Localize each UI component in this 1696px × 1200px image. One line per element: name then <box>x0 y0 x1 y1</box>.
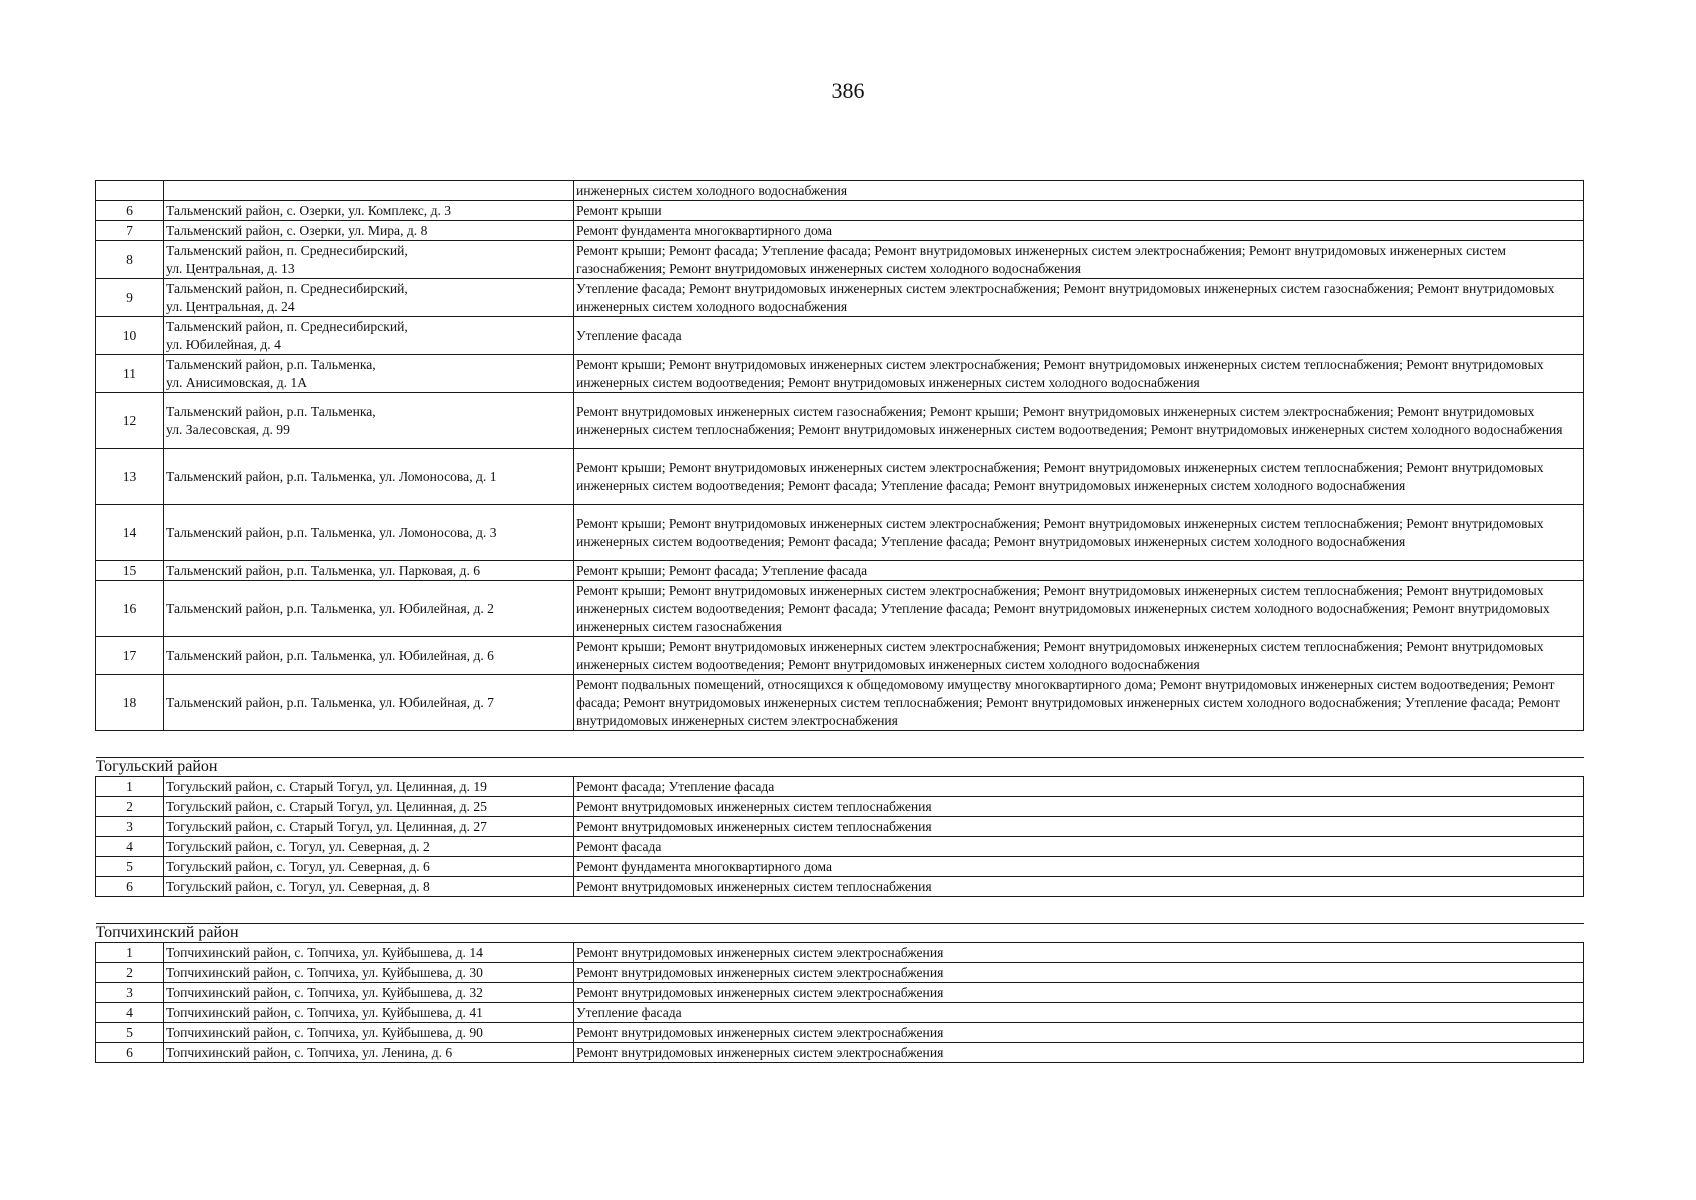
address-cell: Топчихинский район, с. Топчиха, ул. Куйбышева, д. 41 <box>164 1003 574 1023</box>
section-spacer <box>96 897 1584 924</box>
row-number-cell: 16 <box>96 581 164 637</box>
address-cell: Топчихинский район, с. Топчиха, ул. Куйбышева, д. 90 <box>164 1023 574 1043</box>
row-number-cell: 3 <box>96 983 164 1003</box>
address-cell: Тальменский район, п. Среднесибирский, ул. Центральная, д. 13 <box>164 241 574 279</box>
works-cell: Ремонт крыши; Ремонт внутридомовых инженерных систем электроснабжения; Ремонт внутридомовых инженерных систем теплоснабжения; Ремонт внутридомовых инженерных систем водоотведения; Ремонт внутридомовых инженерных систем холодного водоснабжения <box>574 355 1584 393</box>
table-row <box>96 1003 1584 1023</box>
address-cell: Топчихинский район, с. Топчиха, ул. Куйбышева, д. 32 <box>164 983 574 1003</box>
row-number-cell: 5 <box>96 1023 164 1043</box>
table-row <box>96 637 1584 675</box>
table-row <box>96 355 1584 393</box>
address-cell: Тальменский район, р.п. Тальменка, ул. Ломоносова, д. 3 <box>164 505 574 561</box>
row-number-cell: 6 <box>96 201 164 221</box>
table-row <box>96 1023 1584 1043</box>
address-cell: Тальменский район, р.п. Тальменка, ул. Залесовская, д. 99 <box>164 393 574 449</box>
address-cell: Тогульский район, с. Тогул, ул. Северная, д. 6 <box>164 857 574 877</box>
row-number-cell: 6 <box>96 1043 164 1063</box>
works-cell: Ремонт крыши <box>574 201 1584 221</box>
address-cell: Топчихинский район, с. Топчиха, ул. Ленина, д. 6 <box>164 1043 574 1063</box>
address-cell: Тальменский район, р.п. Тальменка, ул. Юбилейная, д. 7 <box>164 675 574 731</box>
row-number-cell: 9 <box>96 279 164 317</box>
row-number-cell: 11 <box>96 355 164 393</box>
section-header-row <box>96 924 1584 943</box>
row-number-cell: 2 <box>96 797 164 817</box>
address-cell: Топчихинский район, с. Топчиха, ул. Куйбышева, д. 30 <box>164 963 574 983</box>
row-number-cell: 4 <box>96 1003 164 1023</box>
row-number-cell: 6 <box>96 877 164 897</box>
works-cell: Ремонт крыши; Ремонт внутридомовых инженерных систем электроснабжения; Ремонт внутридомовых инженерных систем теплоснабжения; Ремонт внутридомовых инженерных систем водоотведения; Ремонт фасада; Утепление фасада; Ремонт внутридомовых инженерных систем холодного водоснабжения; Ремонт внутридомовых инженерных систем газоснабжения <box>574 581 1584 637</box>
address-cell: Топчихинский район, с. Топчиха, ул. Куйбышева, д. 14 <box>164 943 574 963</box>
table-row <box>96 201 1584 221</box>
row-number-cell: 15 <box>96 561 164 581</box>
section-title: Топчихинский район <box>96 924 1584 943</box>
section-spacer-cell <box>96 731 1584 758</box>
works-cell: Ремонт крыши; Ремонт внутридомовых инженерных систем электроснабжения; Ремонт внутридомовых инженерных систем теплоснабжения; Ремонт внутридомовых инженерных систем водоотведения; Ремонт фасада; Утепление фасада; Ремонт внутридомовых инженерных систем холодного водоснабжения <box>574 449 1584 505</box>
address-cell: Тальменский район, с. Озерки, ул. Комплекс, д. 3 <box>164 201 574 221</box>
row-number-cell <box>96 181 164 201</box>
table-row <box>96 1043 1584 1063</box>
row-number-cell: 14 <box>96 505 164 561</box>
row-number-cell: 4 <box>96 837 164 857</box>
section-spacer-cell <box>96 897 1584 924</box>
works-cell: Ремонт фундамента многоквартирного дома <box>574 221 1584 241</box>
address-cell: Тогульский район, с. Старый Тогул, ул. Целинная, д. 27 <box>164 817 574 837</box>
works-cell: Ремонт внутридомовых инженерных систем электроснабжения <box>574 963 1584 983</box>
table-row <box>96 675 1584 731</box>
table-row <box>96 449 1584 505</box>
works-cell: Утепление фасада <box>574 1003 1584 1023</box>
works-cell: Ремонт внутридомовых инженерных систем газоснабжения; Ремонт крыши; Ремонт внутридомовых инженерных систем электроснабжения; Ремонт внутридомовых инженерных систем теплоснабжения; Ремонт внутридомовых инженерных систем водоотведения; Ремонт внутридомовых инженерных систем холодного водоснабжения <box>574 393 1584 449</box>
table-row <box>96 221 1584 241</box>
address-cell: Тальменский район, п. Среднесибирский, ул. Юбилейная, д. 4 <box>164 317 574 355</box>
section-title: Тогульский район <box>96 758 1584 777</box>
works-cell: Ремонт внутридомовых инженерных систем теплоснабжения <box>574 877 1584 897</box>
section-spacer <box>96 731 1584 758</box>
table-row <box>96 797 1584 817</box>
works-cell: Утепление фасада <box>574 317 1584 355</box>
address-cell: Тальменский район, р.п. Тальменка, ул. Юбилейная, д. 6 <box>164 637 574 675</box>
works-cell: Ремонт внутридомовых инженерных систем электроснабжения <box>574 983 1584 1003</box>
works-cell: Ремонт крыши; Ремонт внутридомовых инженерных систем электроснабжения; Ремонт внутридомовых инженерных систем теплоснабжения; Ремонт внутридомовых инженерных систем водоотведения; Ремонт фасада; Утепление фасада; Ремонт внутридомовых инженерных систем холодного водоснабжения <box>574 505 1584 561</box>
table-row <box>96 561 1584 581</box>
row-number-cell: 12 <box>96 393 164 449</box>
works-cell: Ремонт фасада <box>574 837 1584 857</box>
repair-works-table <box>95 180 1584 1063</box>
address-cell: Тогульский район, с. Старый Тогул, ул. Целинная, д. 19 <box>164 777 574 797</box>
table-row <box>96 181 1584 201</box>
address-cell: Тальменский район, п. Среднесибирский, ул. Центральная, д. 24 <box>164 279 574 317</box>
row-number-cell: 5 <box>96 857 164 877</box>
table-row <box>96 943 1584 963</box>
table-row <box>96 877 1584 897</box>
address-cell: Тогульский район, с. Тогул, ул. Северная, д. 8 <box>164 877 574 897</box>
table-body <box>96 181 1584 1063</box>
row-number-cell: 17 <box>96 637 164 675</box>
works-cell: Ремонт внутридомовых инженерных систем теплоснабжения <box>574 797 1584 817</box>
table-row <box>96 393 1584 449</box>
table-row <box>96 581 1584 637</box>
row-number-cell: 7 <box>96 221 164 241</box>
page-number: 386 <box>831 78 865 103</box>
table-row <box>96 317 1584 355</box>
row-number-cell: 10 <box>96 317 164 355</box>
table-row <box>96 505 1584 561</box>
works-cell: Утепление фасада; Ремонт внутридомовых инженерных систем электроснабжения; Ремонт внутридомовых инженерных систем газоснабжения; Ремонт внутридомовых инженерных систем холодного водоснабжения <box>574 279 1584 317</box>
address-cell: Тогульский район, с. Старый Тогул, ул. Целинная, д. 25 <box>164 797 574 817</box>
row-number-cell: 1 <box>96 777 164 797</box>
works-cell: Ремонт внутридомовых инженерных систем теплоснабжения <box>574 817 1584 837</box>
table-row <box>96 983 1584 1003</box>
table-row <box>96 279 1584 317</box>
address-cell: Тогульский район, с. Тогул, ул. Северная, д. 2 <box>164 837 574 857</box>
address-cell: Тальменский район, р.п. Тальменка, ул. Парковая, д. 6 <box>164 561 574 581</box>
table-row <box>96 963 1584 983</box>
works-cell: Ремонт крыши; Ремонт фасада; Утепление фасада <box>574 561 1584 581</box>
row-number-cell: 18 <box>96 675 164 731</box>
table-row <box>96 241 1584 279</box>
row-number-cell: 13 <box>96 449 164 505</box>
address-cell: Тальменский район, р.п. Тальменка, ул. Анисимовская, д. 1А <box>164 355 574 393</box>
works-cell: Ремонт фундамента многоквартирного дома <box>574 857 1584 877</box>
address-cell: Тальменский район, р.п. Тальменка, ул. Юбилейная, д. 2 <box>164 581 574 637</box>
row-number-cell: 8 <box>96 241 164 279</box>
address-cell: Тальменский район, р.п. Тальменка, ул. Ломоносова, д. 1 <box>164 449 574 505</box>
works-cell: инженерных систем холодного водоснабжения <box>574 181 1584 201</box>
address-cell <box>164 181 574 201</box>
works-cell: Ремонт внутридомовых инженерных систем электроснабжения <box>574 943 1584 963</box>
table-row <box>96 777 1584 797</box>
works-cell: Ремонт фасада; Утепление фасада <box>574 777 1584 797</box>
table-row <box>96 837 1584 857</box>
section-header-row <box>96 758 1584 777</box>
table-row <box>96 857 1584 877</box>
works-cell: Ремонт подвальных помещений, относящихся к общедомовому имуществу многоквартирного дома; Ремонт внутридомовых инженерных систем водоотведения; Ремонт фасада; Ремонт внутридомовых инженерных систем теплоснабжения; Ремонт внутридомовых инженерных систем холодного водоснабжения; Утепление фасада; Ремонт внутридомовых инженерных систем электроснабжения <box>574 675 1584 731</box>
row-number-cell: 1 <box>96 943 164 963</box>
table-row <box>96 817 1584 837</box>
works-cell: Ремонт внутридомовых инженерных систем электроснабжения <box>574 1043 1584 1063</box>
row-number-cell: 3 <box>96 817 164 837</box>
works-cell: Ремонт внутридомовых инженерных систем электроснабжения <box>574 1023 1584 1043</box>
works-cell: Ремонт крыши; Ремонт внутридомовых инженерных систем электроснабжения; Ремонт внутридомовых инженерных систем теплоснабжения; Ремонт внутридомовых инженерных систем водоотведения; Ремонт внутридомовых инженерных систем холодного водоснабжения <box>574 637 1584 675</box>
address-cell: Тальменский район, с. Озерки, ул. Мира, д. 8 <box>164 221 574 241</box>
row-number-cell: 2 <box>96 963 164 983</box>
works-cell: Ремонт крыши; Ремонт фасада; Утепление фасада; Ремонт внутридомовых инженерных систем электроснабжения; Ремонт внутридомовых инженерных систем газоснабжения; Ремонт внутридомовых инженерных систем холодного водоснабжения <box>574 241 1584 279</box>
